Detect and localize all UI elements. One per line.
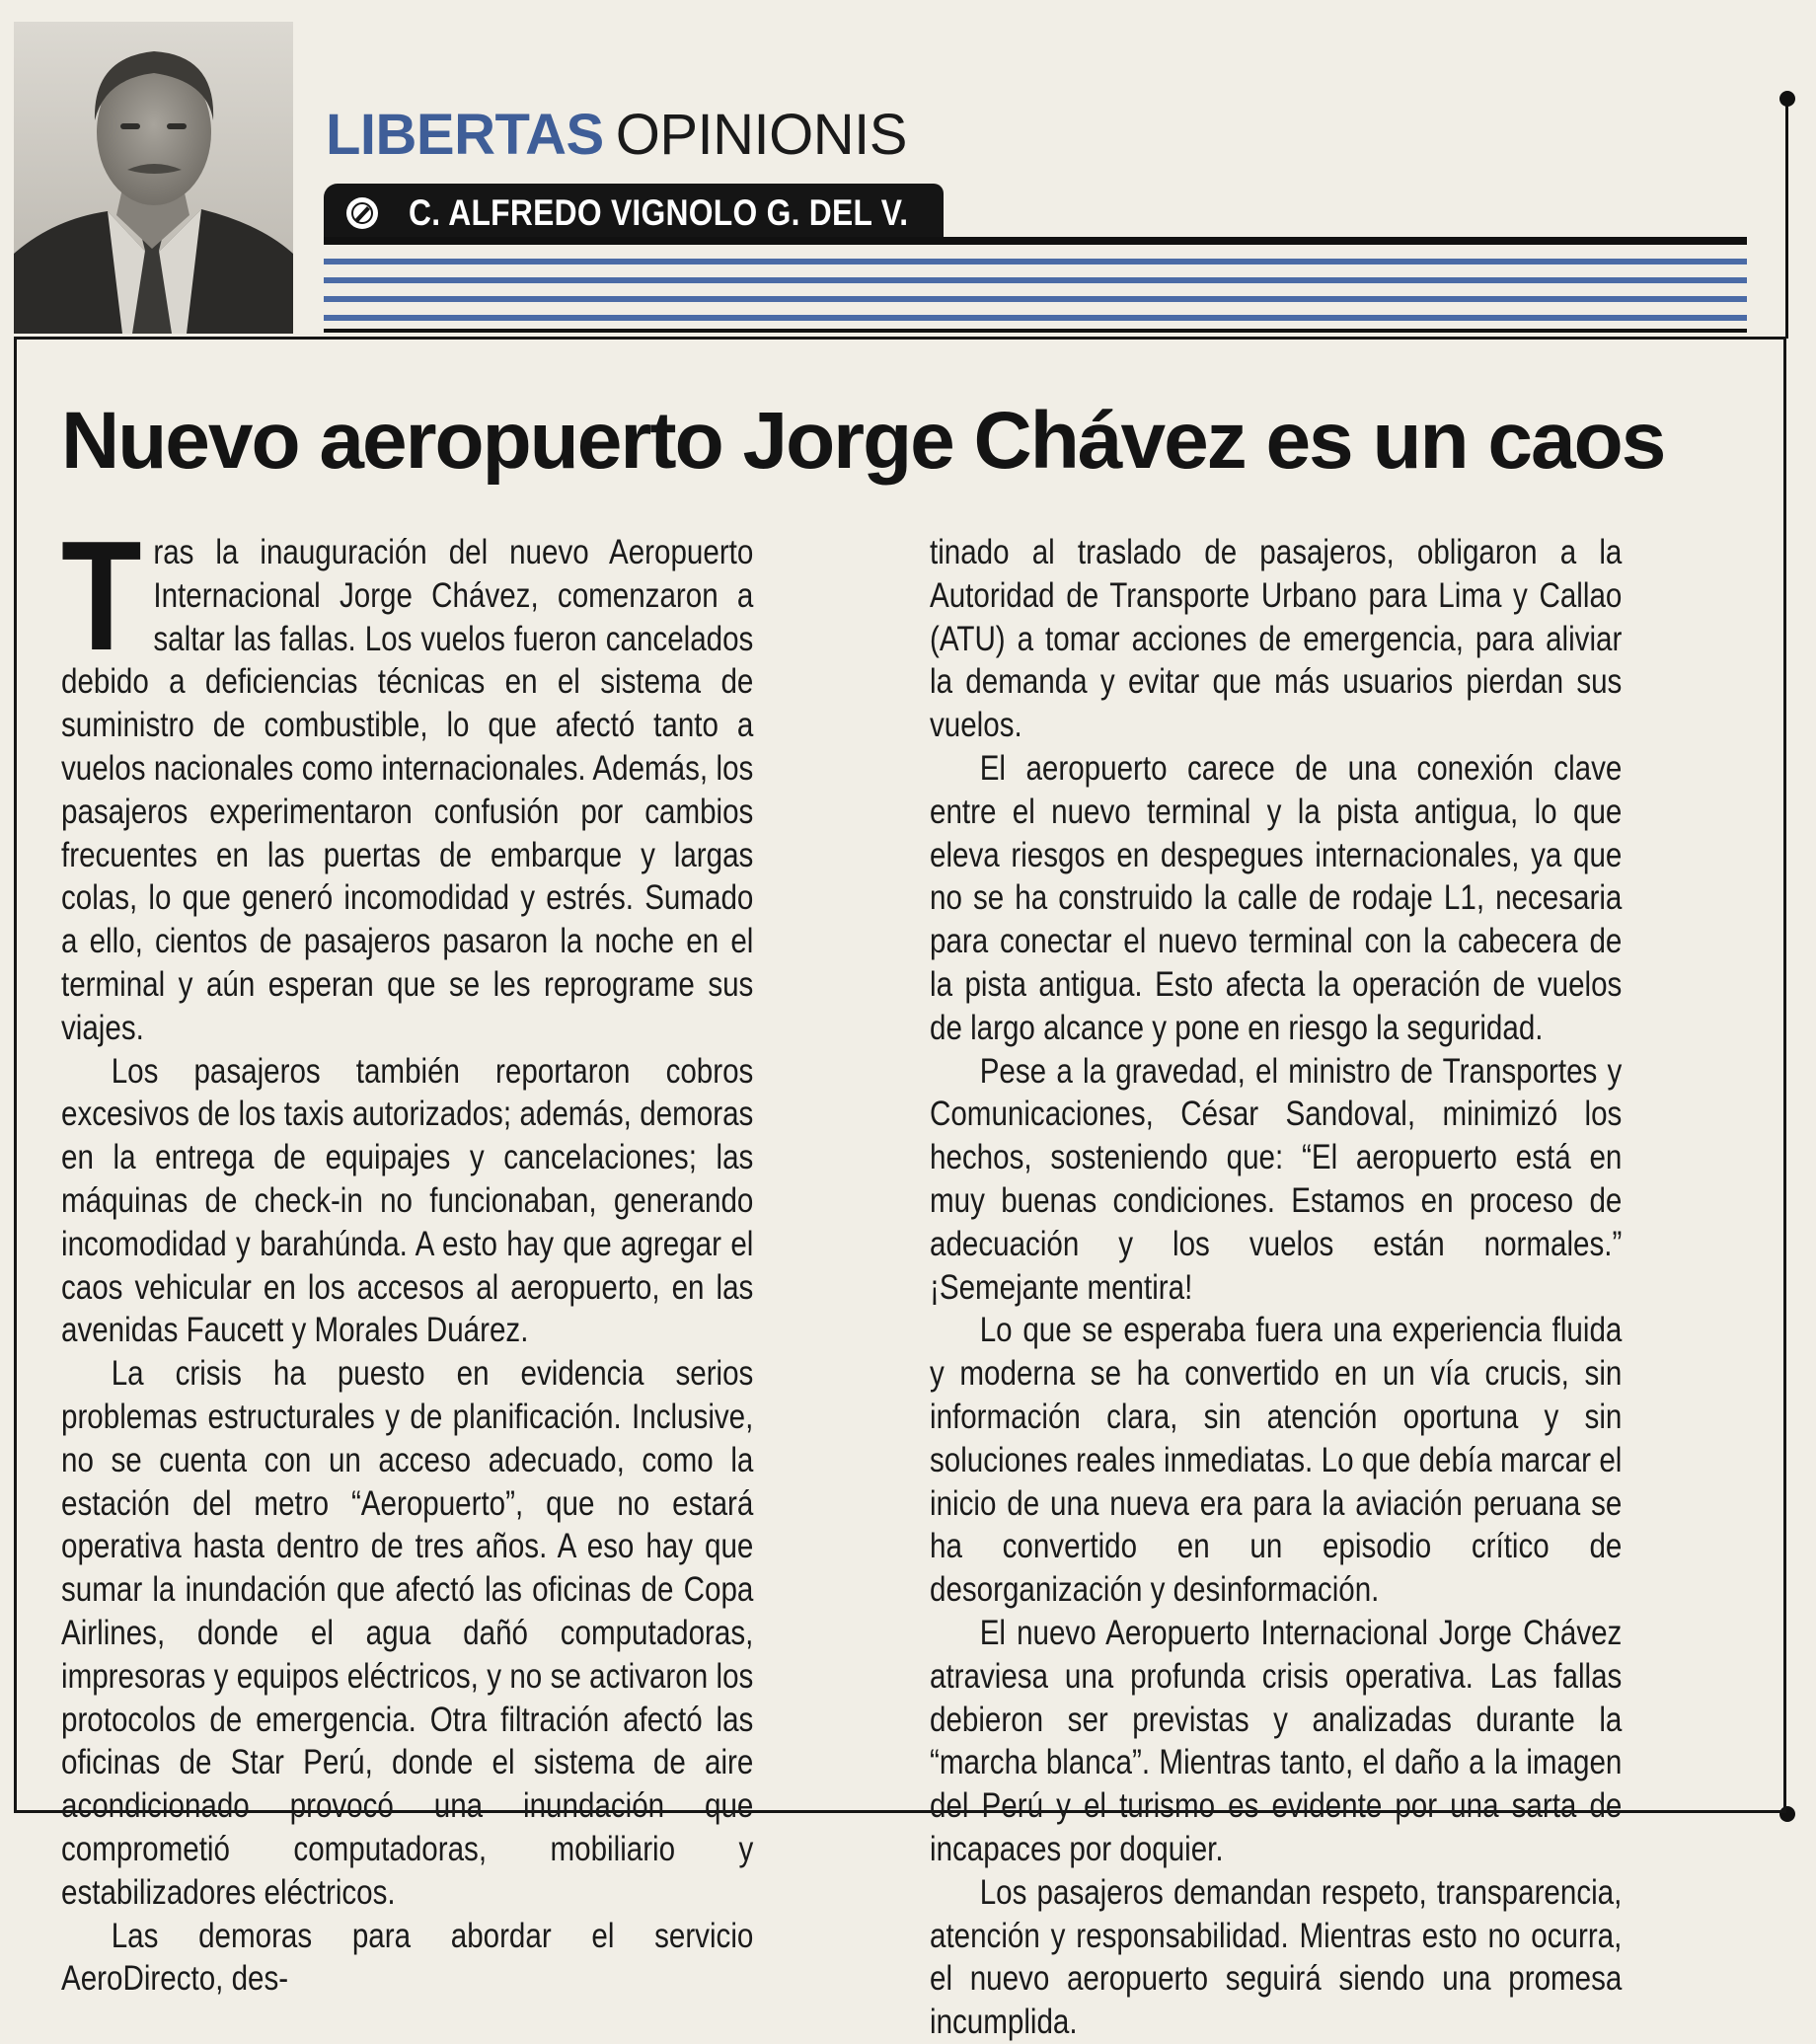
byline-bar xyxy=(324,184,944,243)
header-rule xyxy=(324,329,1747,333)
paragraph: El nuevo Aeropuerto Internacional Jorge Chávez atraviesa una profunda crisis operativa. Las fallas debieron ser previstas y analizadas durante la “marcha blanca”. Mientras tanto, el daño a la imagen del Perú y el turismo es evidente por una sarta de incapaces por doquier. xyxy=(930,1613,1623,1868)
author-photo xyxy=(14,22,293,334)
pen-nib-icon xyxy=(345,196,379,230)
paragraph: Las demoras para abordar el servicio AeroDirecto, des- xyxy=(61,1916,754,1999)
author-name: C. ALFREDO VIGNOLO G. DEL V. xyxy=(409,192,909,233)
paragraph-text: ras la inauguración del nuevo Aeropuerto Internacional Jorge Chávez, comenzaron a saltar las fallas. Los vuelos fueron cancelados debido a deficiencias técnicas en el sistema de suministro de combustible, lo que afectó tanto a vuelos nacionales como internacionales. Además, los pasajeros experimentaron confusión por cambios frecuentes en las puertas de embarque y largas colas, lo que generó incomodidad y estrés. Sumado a ello, cientos de pasajeros pasaron la noche en el terminal y aún esperan que se les reprograme sus viajes. xyxy=(61,533,754,1047)
column-brand xyxy=(326,103,907,167)
brand-primary: LIBERTAS xyxy=(326,103,604,167)
paragraph: El aeropuerto carece de una conexión clave entre el nuevo terminal y la pista antigua, lo que eleva riesgos en despegues internacionales, ya que no se ha construido la calle de rodaje L1, necesaria para conectar el nuevo terminal con la cabecera de la pista antigua. Esto afecta la operación de vuelos de largo alcance y pone en riesgo la seguridad. xyxy=(930,748,1623,1047)
header-rule xyxy=(324,237,1747,245)
paragraph: Los pasajeros también reportaron cobros excesivos de los taxis autorizados; además, demoras en la entrega de equipajes y cancelaciones; las máquinas de check-in no funcionaban, generando incomodidad y barahúnda. A esto hay que agregar el caos vehicular en los accesos al aeropuerto, en las avenidas Faucett y Morales Duárez. xyxy=(61,1051,754,1350)
article-column-right xyxy=(930,531,1622,2044)
paragraph-continued: tinado al traslado de pasajeros, obligaron a la Autoridad de Transporte Urbano para Lima y Callao (ATU) a tomar acciones de emergencia, para aliviar la demanda y evitar que más usuarios pierdan sus vuelos. xyxy=(930,533,1623,745)
paragraph: Los pasajeros demandan respeto, transparencia, atención y responsabilidad. Mientras esto no ocurra, el nuevo aeropuerto seguirá siendo una promesa incumplida. xyxy=(930,1872,1623,2042)
paragraph: Lo que se esperaba fuera una experiencia fluida y moderna se ha convertido en un vía crucis, sin información clara, sin atención oportuna y sin soluciones reales inmediatas. Lo que debía marcar el inicio de una nueva era para la aviación peruana se ha convertido en un episodio crítico de desorganización y desinformación. xyxy=(930,1311,1623,1610)
rail-dot xyxy=(1779,91,1795,107)
header-stripe xyxy=(324,259,1747,265)
paragraph: Pese a la gravedad, el ministro de Transportes y Comunicaciones, César Sandoval, minimizó los hechos, sosteniendo que: “El aeropuerto está en muy buenas condiciones. Estamos en proceso de adecuación y los vuelos están normales.” ¡Semejante mentira! xyxy=(930,1051,1623,1307)
headline: Nuevo aeropuerto Jorge Chávez es un caos xyxy=(61,396,1665,486)
author-portrait xyxy=(14,22,293,334)
header-stripe xyxy=(324,315,1747,321)
brand-secondary: OPINIONIS xyxy=(615,103,907,167)
rail-line xyxy=(1785,99,1788,339)
header-stripe xyxy=(324,277,1747,283)
paragraph: La crisis ha puesto en evidencia serios problemas estructurales y de planificación. Inclusive, no se cuenta con un acceso adecuado, como la estación del metro “Aeropuerto”, que no estará operativa hasta dentro de tres años. A eso hay que sumar la inundación que afectó las oficinas de Copa Airlines, donde el agua dañó computadoras, impresoras y equipos eléctricos, y no se activaron los protocolos de emergencia. Otra filtración afectó las oficinas de Star Perú, donde el sistema de aire acondicionado provocó una inundación que comprometió computadoras, mobiliario y estabilizadores eléctricos. xyxy=(61,1354,754,1912)
article-column-left xyxy=(61,509,754,2001)
header-stripe xyxy=(324,296,1747,302)
drop-cap: T xyxy=(61,509,142,683)
paragraph xyxy=(61,509,754,1050)
